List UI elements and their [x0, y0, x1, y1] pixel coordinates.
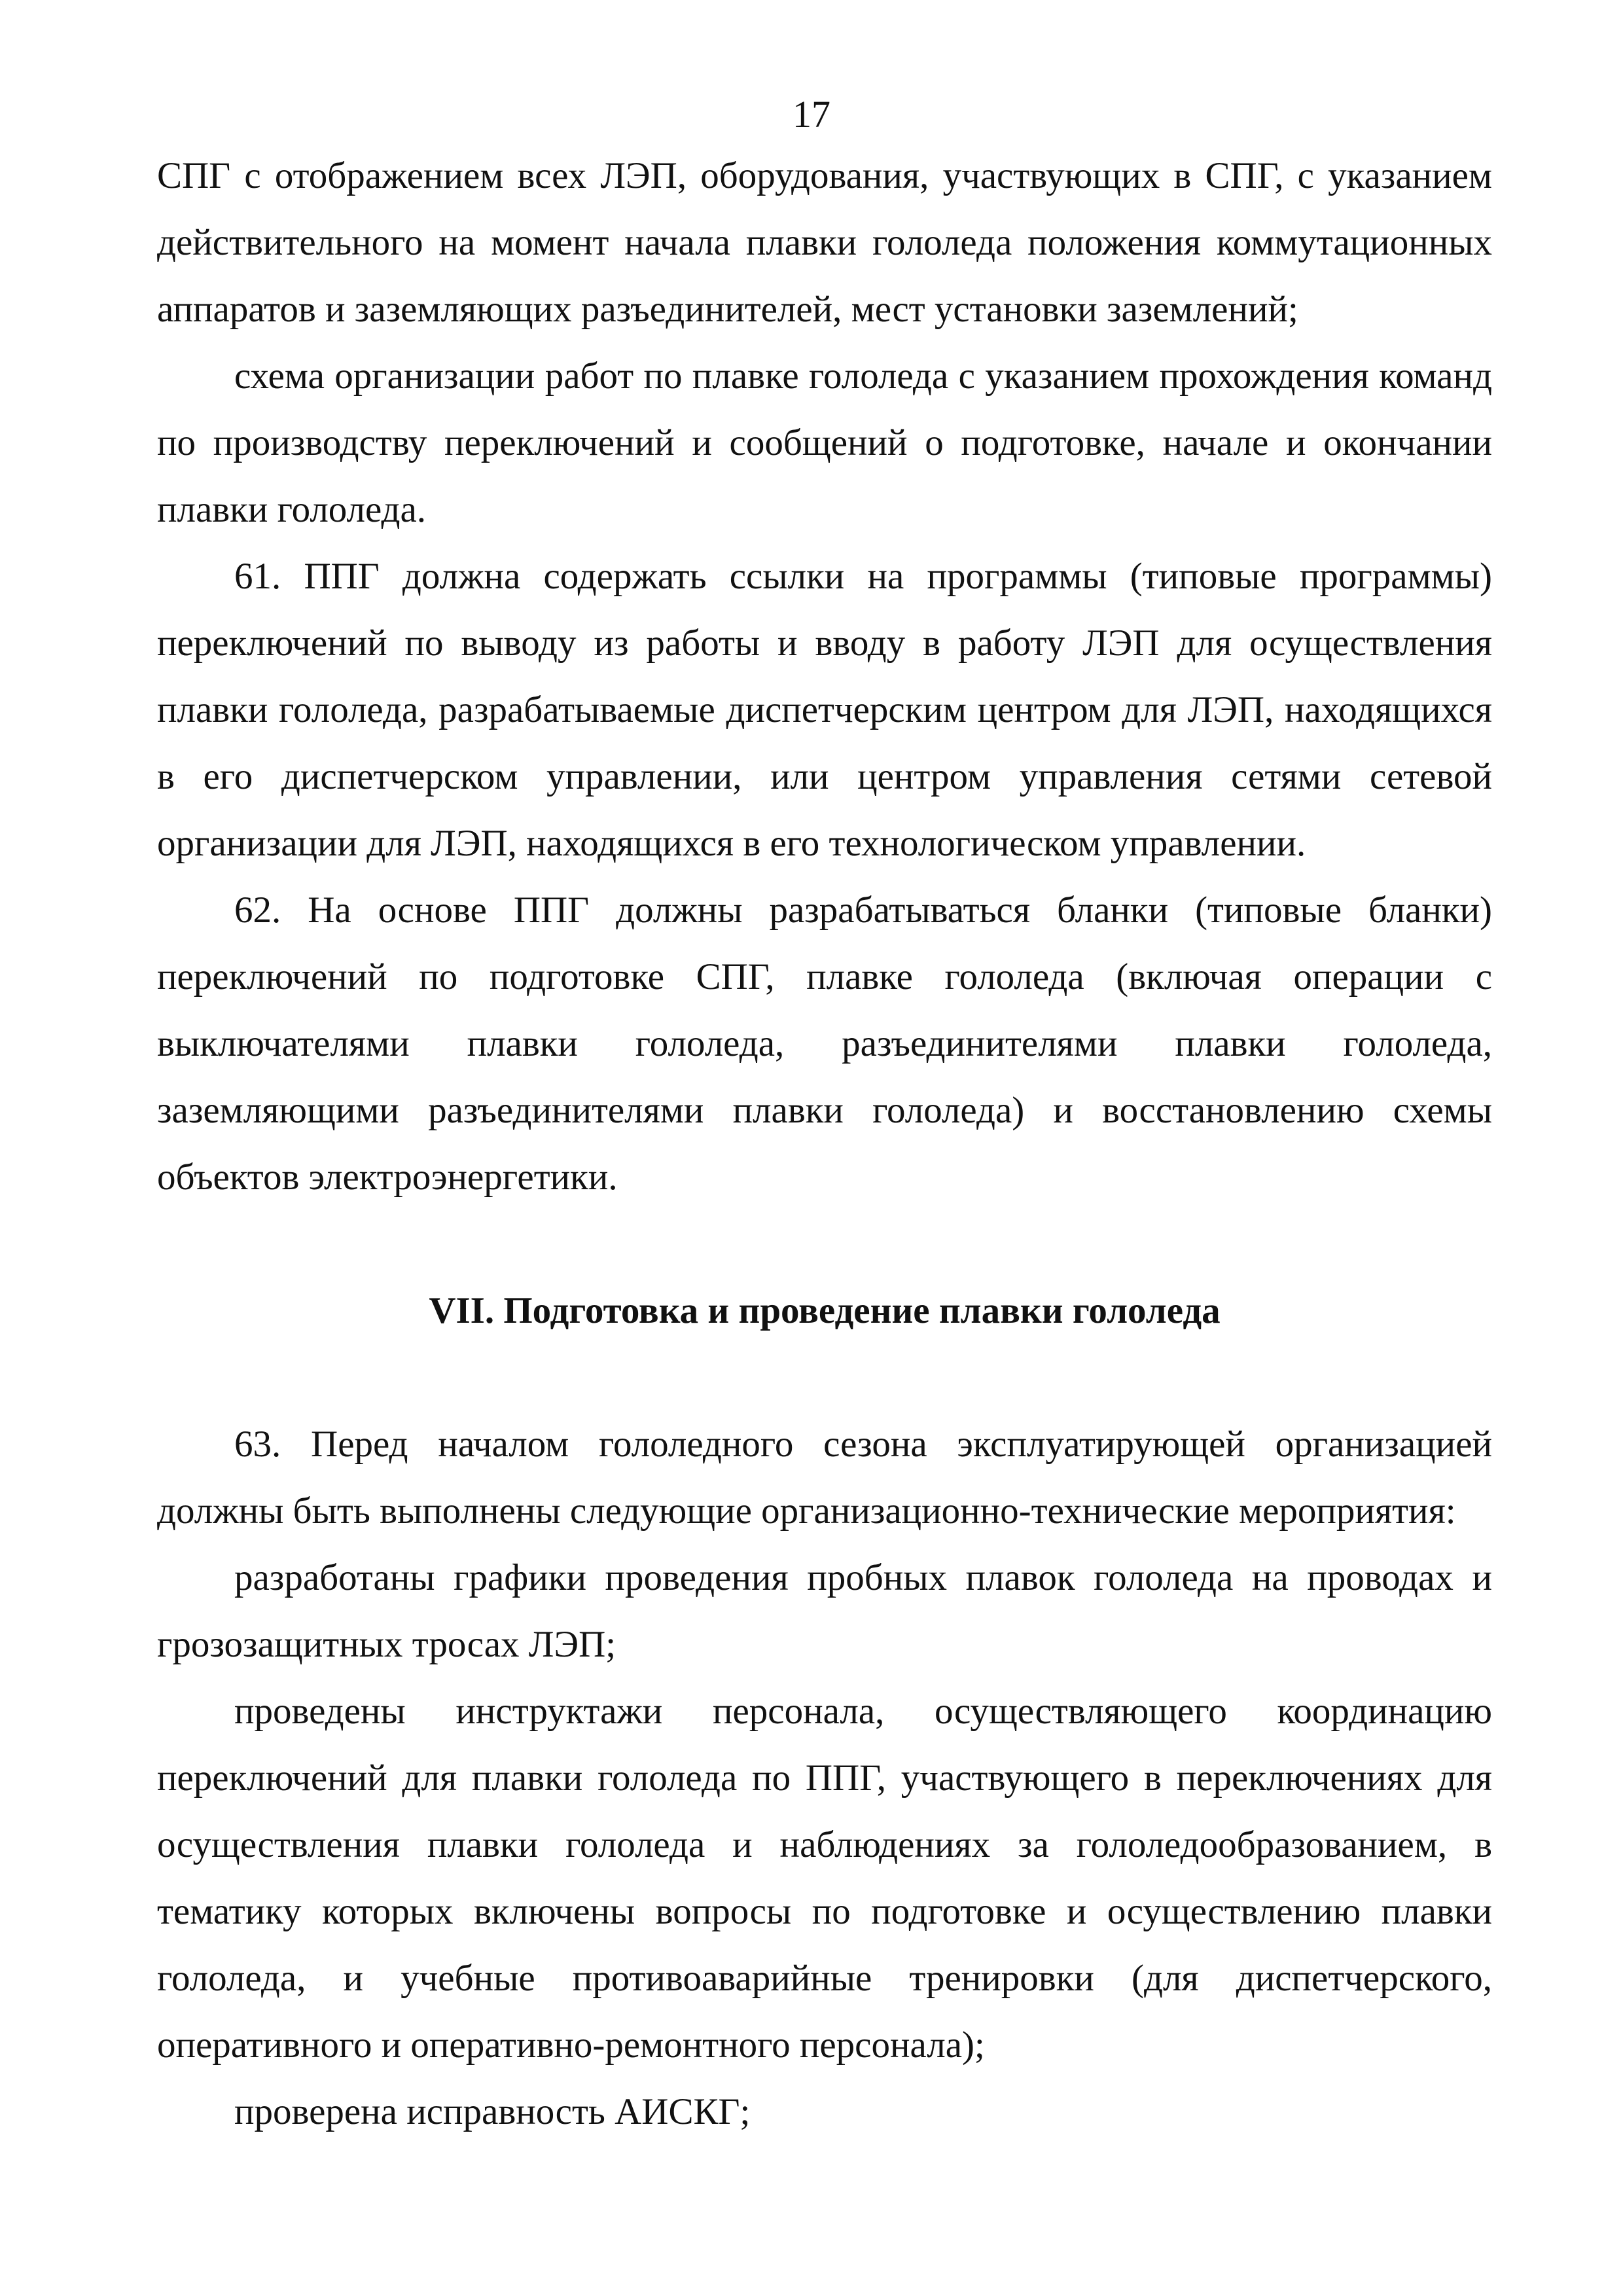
list-item: разработаны графики проведения пробных плавок гололеда на проводах и грозозащитных тросах ЛЭП;	[157, 1557, 1492, 1665]
list-item: проверена исправность АИСКГ;	[234, 2091, 751, 2132]
section-heading: VII. Подготовка и проведение плавки гололеда	[429, 1290, 1221, 1331]
list-item: проведены инструктажи персонала, осуществляющего координацию переключений для плавки гололеда по ППГ, участвующего в переключениях для осуществления плавки гололеда и наблюдениях за гололедообразованием, в тематику которых включены вопросы по подготовке и осуществлению плавки гололеда, и учебные противоаварийные тренировки (для диспетчерского, оперативного и оперативно-ремонтного персонала);	[157, 1691, 1492, 2066]
document-body	[157, 143, 1492, 2145]
paragraph-item-62: 62. На основе ППГ должны разрабатываться бланки (типовые бланки) переключений по подготовке СПГ, плавке гололеда (включая операции с выключателями плавки гололеда, разъединителями плавки гололеда, заземляющими разъединителями плавки гололеда) и восстановлению схемы объектов электроэнергетики.	[157, 889, 1492, 1198]
paragraph-item-61: 61. ППГ должна содержать ссылки на программы (типовые программы) переключений по выводу из работы и вводу в работу ЛЭП для осуществления плавки гололеда, разрабатываемые диспетчерским центром для ЛЭП, находящихся в его диспетчерском управлении, или центром управления сетями сетевой организации для ЛЭП, находящихся в его технологическом управлении.	[157, 556, 1492, 864]
page-number: 17	[793, 93, 830, 135]
paragraph-item-63: 63. Перед началом гололедного сезона эксплуатирующей организацией должны быть выполнены следующие организационно-технические мероприятия:	[157, 1424, 1492, 1532]
paragraph-continuation: СПГ с отображением всех ЛЭП, оборудования, участвующих в СПГ, с указанием действительного на момент начала плавки гололеда положения коммутационных аппаратов и заземляющих разъединителей, мест установки заземлений;	[157, 155, 1492, 330]
paragraph: схема организации работ по плавке гололеда с указанием прохождения команд по производству переключений и сообщений о подготовке, начале и окончании плавки гололеда.	[157, 355, 1492, 530]
